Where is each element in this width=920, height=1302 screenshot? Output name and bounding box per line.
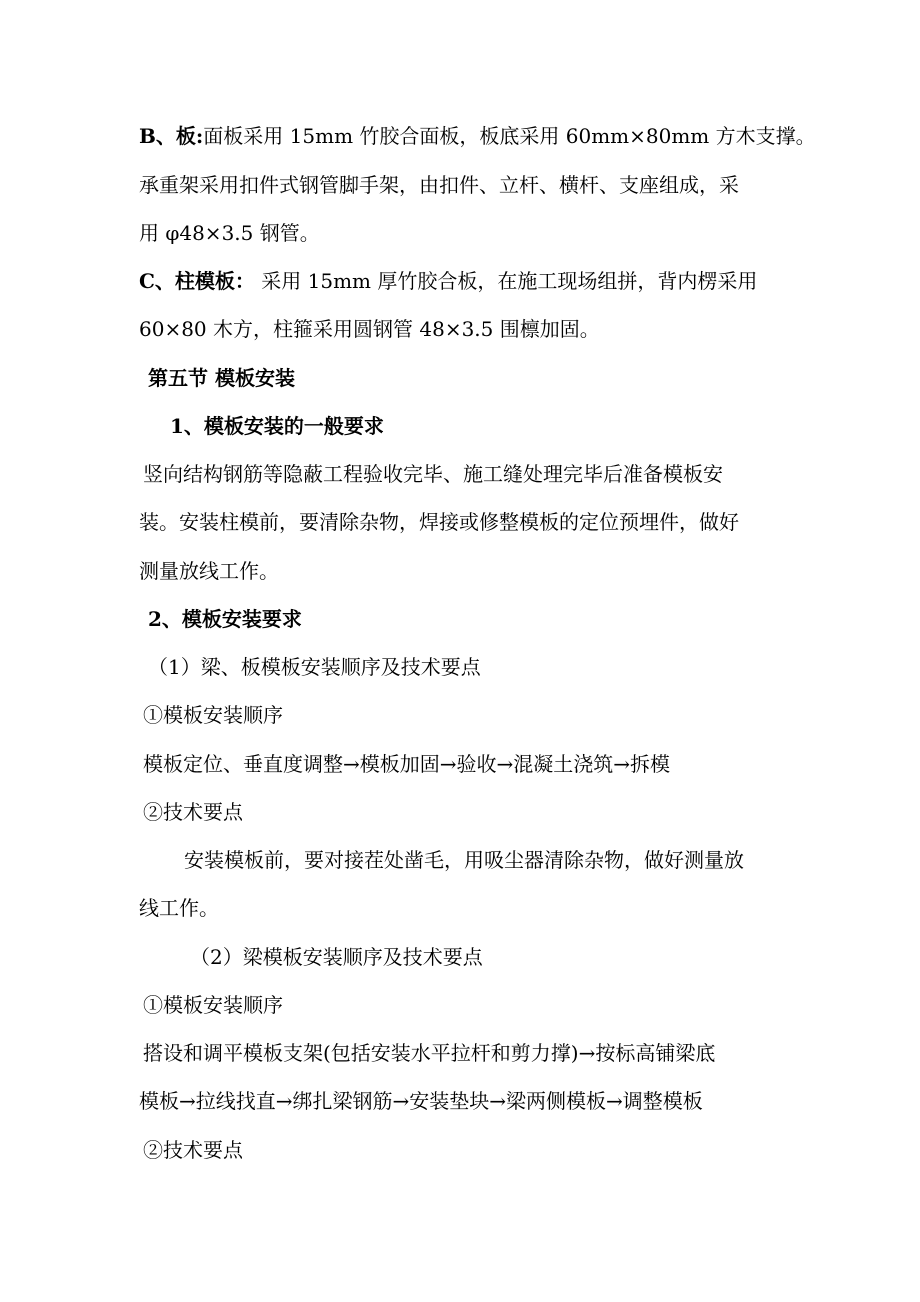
text-c-column: 采用 15mm 厚竹胶合板，在施工现场组拼，背内楞采用 [254, 269, 758, 293]
subsection-1-title: 1、模板安装的一般要求 [170, 414, 384, 438]
item-1-sequence-heading: ①模板安装顺序 [143, 703, 283, 727]
paragraph-c-line-2: 60×80 木方，柱箍采用圆钢管 48×3.5 围檩加固。 [139, 317, 600, 341]
paragraph-b-line-3: 用 φ48×3.5 钢管。 [139, 221, 320, 245]
item-1-tech-line-1: 安装模板前，要对接茬处凿毛，用吸尘器清除杂物，做好测量放 [184, 848, 744, 872]
item-1-tech-heading: ②技术要点 [143, 800, 243, 824]
item-1-sequence-text: 模板定位、垂直度调整→模板加固→验收→混凝土浇筑→拆模 [143, 752, 671, 776]
paragraph-general-line-1: 竖向结构钢筋等隐蔽工程验收完毕、施工缝处理完毕后准备模板安 [143, 462, 723, 486]
item-2-tech-heading: ②技术要点 [143, 1138, 243, 1162]
section-title: 第五节 模板安装 [148, 366, 295, 390]
item-2-title: （2）梁模板安装顺序及技术要点 [190, 945, 483, 969]
paragraph-b-line-1 [139, 124, 816, 148]
paragraph-b-line-2: 承重架采用扣件式钢管脚手架，由扣件、立杆、横杆、支座组成，采 [139, 173, 739, 197]
item-2-sequence-line-1: 搭设和调平模板支架(包括安装水平拉杆和剪力撑)→按标高铺梁底 [143, 1041, 716, 1065]
label-b-slab: B、板: [139, 124, 204, 148]
item-1-tech-line-2: 线工作。 [139, 896, 219, 920]
text-b-slab: 面板采用 15mm 竹胶合面板，板底采用 60mm×80mm 方木支撑。 [203, 124, 816, 148]
paragraph-general-line-3: 测量放线工作。 [139, 559, 279, 583]
label-c-column: C、柱模板： [139, 269, 255, 293]
paragraph-general-line-2: 装。安装柱模前，要清除杂物，焊接或修整模板的定位预埋件，做好 [139, 510, 739, 534]
item-1-title: （1）梁、板模板安装顺序及技术要点 [148, 655, 481, 679]
item-2-sequence-heading: ①模板安装顺序 [143, 993, 283, 1017]
paragraph-c-line-1 [139, 269, 757, 293]
subsection-2-title: 2、模板安装要求 [148, 607, 302, 631]
item-2-sequence-line-2: 模板→拉线找直→绑扎梁钢筋→安装垫块→梁两侧模板→调整模板 [139, 1089, 703, 1113]
